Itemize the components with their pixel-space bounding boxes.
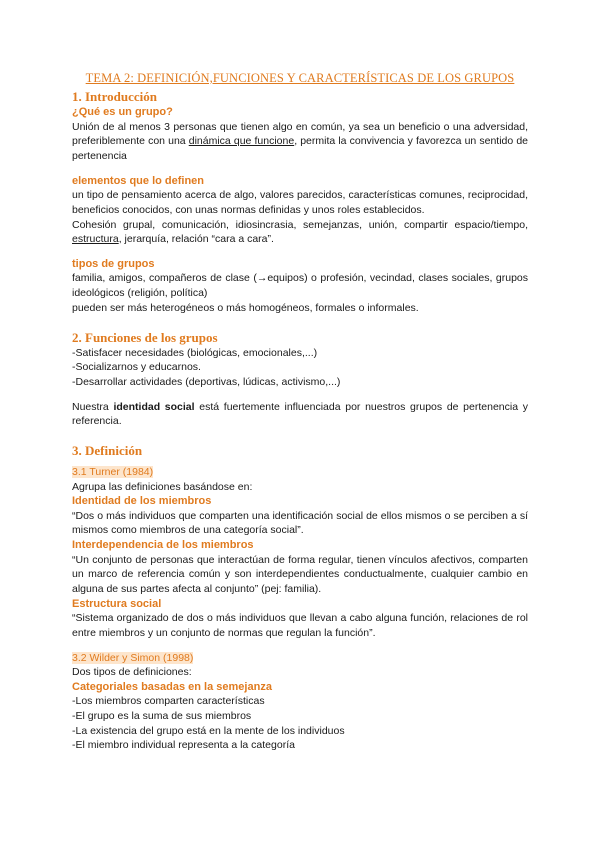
categorial-item: -El miembro individual representa a la categoría <box>72 739 295 752</box>
identity-members-text: “Dos o más individuos que comparten una identificación social de ellos mismos o se perciben a sí mismos como miembros de una categoría social”. <box>72 509 528 537</box>
turner-label <box>72 465 528 480</box>
text-span: Nuestra <box>72 400 114 413</box>
text-span: , jerarquía, relación “cara a cara”. <box>118 233 274 246</box>
function-item: -Desarrollar actividades (deportivas, lúdicas, activismo,...) <box>72 375 341 388</box>
wilder-label <box>72 651 528 666</box>
group-types-text-2: pueden ser más heterogéneos o más homogéneos, formales o informales. <box>72 301 419 314</box>
underlined-phrase: dinámica que funcione <box>188 135 295 148</box>
group-types-text-1: familia, amigos, compañeros de clase (→equipos) o profesión, vecindad, clases sociales, grupos ideológicos (religión, política) <box>72 272 528 300</box>
interdependence-text: “Un conjunto de personas que interactúan de forma regular, tienen vínculos afectivos, comparten un marco de referencia común y son interdependientes conductualmente, cualquier cambio en alguna de sus partes afecta al conjunto” (pej: familia). <box>72 553 528 596</box>
categorial-heading: Categoriales basadas en la semejanza <box>72 680 272 693</box>
text-span: , permita la convivencia y favorezca un sentido de pertenencia <box>72 135 528 162</box>
social-identity-text <box>72 400 528 429</box>
text-span: Unión de al menos 3 personas que tienen algo en común, ya sea un beneficio o una adversidad, preferiblemente con una <box>72 120 528 148</box>
categorial-item: -El grupo es la suma de sus miembros <box>72 710 252 723</box>
identity-members-heading: Identidad de los miembros <box>72 495 212 508</box>
section-introduction-heading: 1. Introducción <box>72 89 157 104</box>
document-title: TEMA 2: DEFINICIÓN,FUNCIONES Y CARACTERÍSTICAS DE LOS GRUPOS <box>85 71 515 85</box>
group-types-heading: tipos de grupos <box>72 257 155 270</box>
interdependence-heading: Interdependencia de los miembros <box>72 539 254 552</box>
elements-text-1: un tipo de pensamiento acerca de algo, valores parecidos, características comunes, reciprocidad, beneficios conocidos, con unas normas definidas y unos roles establecidos. <box>72 189 528 216</box>
what-is-group-heading: ¿Qué es un grupo? <box>72 106 173 118</box>
what-is-group-text <box>72 120 528 164</box>
section-definition-heading: 3. Definición <box>72 443 143 459</box>
elements-heading: elementos que lo definen <box>72 174 205 187</box>
highlighted-label: 3.1 Turner (1984) <box>72 466 154 479</box>
wilder-intro: Dos tipos de definiciones: <box>72 666 192 679</box>
turner-intro: Agrupa las definiciones basándose en: <box>72 480 253 493</box>
function-item: -Socializarnos y educarnos. <box>72 361 201 374</box>
categorial-item: -Los miembros comparten características <box>72 695 265 708</box>
underlined-word: estructura <box>72 233 119 246</box>
social-structure-heading: Estructura social <box>72 597 162 610</box>
text-span: está fuertemente influenciada por nuestros grupos de pertenencia y referencia. <box>72 400 528 428</box>
function-item: -Satisfacer necesidades (biológicas, emocionales,...) <box>72 346 318 359</box>
text-span: Cohesión grupal, comunicación, idiosincrasia, semejanzas, unión, compartir espacio/tiempo, <box>72 218 528 231</box>
elements-text-2 <box>72 218 528 247</box>
categorial-item: -La existencia del grupo está en la mente de los individuos <box>72 724 345 737</box>
section-functions-heading: 2. Funciones de los grupos <box>72 329 218 345</box>
bold-phrase: identidad social <box>113 400 195 413</box>
social-structure-text: “Sistema organizado de dos o más individuos que llevan a cabo alguna función, relaciones de rol entre miembros y un conjunto de normas que regulan la función”. <box>72 612 528 639</box>
highlighted-label: 3.2 Wilder y Simon (1998) <box>72 651 194 664</box>
